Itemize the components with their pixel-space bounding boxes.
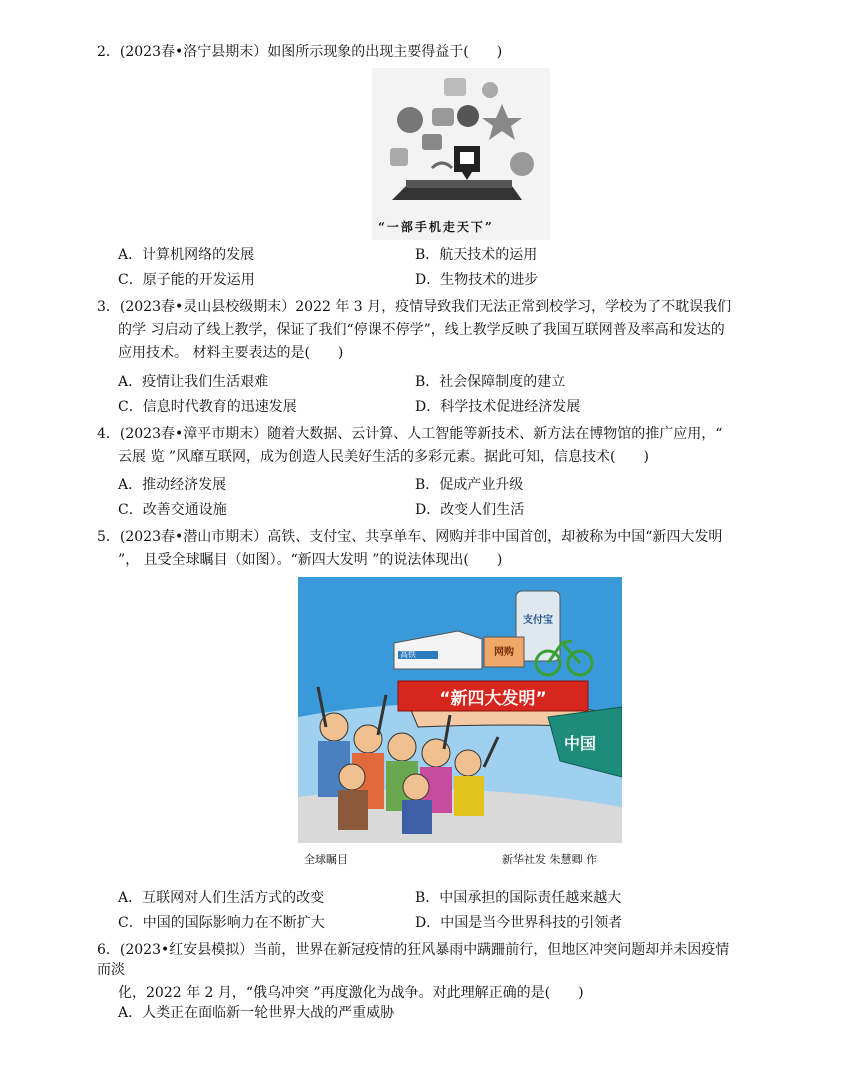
question-6-stem-line2: 化，2022 年 2 月，“俄乌冲突 ”再度激化为战争。对此理解正确的是( ) <box>118 985 584 1001</box>
question-4-stem: 4．(2023春•漳平市期末）随着大数据、云计算、人工智能等新技术、新方法在博物馆的推广应用，“ <box>97 426 723 442</box>
q3-option-b[interactable]: B．社会保障制度的建立 <box>415 374 566 390</box>
phone-figure <box>372 68 550 240</box>
q3-option-d[interactable]: D．科学技术促进经济发展 <box>415 399 581 415</box>
q5-option-c[interactable]: C．中国的国际影响力在不断扩大 <box>118 915 325 931</box>
q5-option-a[interactable]: A．互联网对人们生活方式的改变 <box>118 890 325 906</box>
cartoon-sleeve-text: 中国 <box>564 734 597 753</box>
four-inventions-cartoon <box>298 577 622 875</box>
question-3-stem-line2: 的学 习启动了线上教学，保证了我们“停课不停学”，线上教学反映了我国互联网普及率高和发达的 <box>118 322 725 338</box>
q3-option-c[interactable]: C．信息时代教育的迅速发展 <box>118 399 297 415</box>
q4-option-a[interactable]: A．推动经济发展 <box>118 477 227 493</box>
cartoon-illustration <box>298 577 622 875</box>
question-3-stem: 3．(2023春•灵山县校级期末）2022 年 3 月，疫情导致我们无法正常到校学习，学校为了不耽误我们 <box>97 299 732 315</box>
question-2-stem: 2．(2023春•洛宁县期末）如图所示现象的出现主要得益于( ) <box>97 44 503 60</box>
cartoon-train-sign: 高铁 <box>400 650 416 659</box>
cartoon-alipay-sign: 支付宝 <box>523 615 553 626</box>
question-3-stem-line3: 应用技术。 材料主要表达的是( ) <box>118 345 344 361</box>
question-5-stem: 5．(2023春•潜山市期末）高铁、支付宝、共享单车、网购并非中国首创，却被称为中国“新四大发明 <box>97 529 723 545</box>
q2-option-b[interactable]: B．航天技术的运用 <box>415 247 538 263</box>
figure-caption: “一部手机走天下” <box>378 220 494 234</box>
q2-option-c[interactable]: C．原子能的开发运用 <box>118 272 255 288</box>
cartoon-shop-sign: 网购 <box>494 647 514 658</box>
q4-option-c[interactable]: C．改善交通设施 <box>118 502 227 518</box>
q5-option-d[interactable]: D．中国是当今世界科技的引领者 <box>415 915 623 931</box>
cartoon-caption-right: 新华社发 朱慧卿 作 <box>502 853 597 866</box>
q4-option-d[interactable]: D．改变人们生活 <box>415 502 525 518</box>
q3-option-a[interactable]: A．疫情让我们生活艰难 <box>118 374 269 390</box>
phone-illustration <box>372 68 550 240</box>
cartoon-banner-text: “新四大发明” <box>439 689 547 709</box>
q4-option-b[interactable]: B．促成产业升级 <box>415 477 524 493</box>
question-6-stem-wrap: 而淡 <box>97 962 125 978</box>
q6-option-a[interactable]: A．人类正在面临新一轮世界大战的严重威胁 <box>118 1005 395 1021</box>
question-4-stem-line2: 云展 览 ”风靡互联网，成为创造人民美好生活的多彩元素。据此可知，信息技术( ) <box>118 449 649 465</box>
q2-option-d[interactable]: D．生物技术的进步 <box>415 272 539 288</box>
q2-option-a[interactable]: A．计算机网络的发展 <box>118 247 255 263</box>
question-5-stem-line2: ”， 且受全球瞩目（如图）。“新四大发明 ”的说法体现出( ) <box>118 552 503 568</box>
q5-option-b[interactable]: B．中国承担的国际责任越来越大 <box>415 890 622 906</box>
cartoon-caption-left: 全球瞩目 <box>304 853 348 866</box>
question-6-stem: 6．(2023•红安县模拟）当前，世界在新冠疫情的狂风暴雨中蹒跚前行，但地区冲突问题却并未因疫情 <box>97 942 730 958</box>
